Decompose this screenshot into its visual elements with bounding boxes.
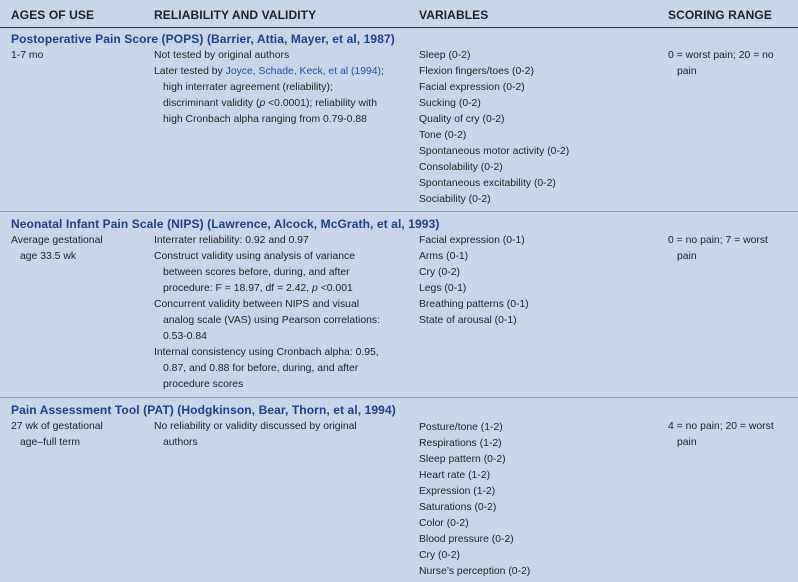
pops-var-2: Facial expression (0-2) [419,82,525,93]
pat-rel-1: No reliability or validity discussed by original [154,421,357,432]
pat-age-1: 27 wk of gestational [11,421,103,432]
pat-scoring-1: 4 = no pain; 20 = worst [668,421,774,432]
pat-var-8: Cry (0-2) [419,550,460,561]
pat-var-2: Sleep pattern (0-2) [419,454,506,465]
nips-rel-1: Interrater reliability: 0.92 and 0.97 [154,235,309,246]
header-reliability: RELIABILITY AND VALIDITY [154,8,317,22]
pat-rel-2: authors [163,437,198,448]
pat-var-7: Blood pressure (0-2) [419,534,514,545]
pops-var-8: Spontaneous excitability (0-2) [419,178,556,189]
nips-rel-6: analog scale (VAS) using Pearson correlations: [163,315,380,326]
pops-scoring-1: 0 = worst pain; 20 = no [668,50,774,61]
nips-var-0: Facial expression (0-1) [419,235,525,246]
nips-rel-9: 0.87, and 0.88 for before, during, and after [163,363,359,374]
pat-var-5: Saturations (0-2) [419,502,497,513]
nips-rel-7: 0.53-0.84 [163,331,207,342]
pops-rel-1: Not tested by original authors [154,50,290,61]
nips-rel-5: Concurrent validity between NIPS and visual [154,299,360,310]
nips-var-5: State of arousal (0-1) [419,315,517,326]
pat-name: Pain Assessment Tool (PAT) [11,403,174,417]
nips-scoring-1: 0 = no pain; 7 = worst [668,235,768,246]
pops-rel-reference-link[interactable]: Joyce, Schade, Keck, et al (1994) [225,66,381,77]
nips-age-2: age 33.5 wk [20,251,77,262]
nips-rel-10: procedure scores [163,379,244,390]
pat-title [11,403,396,417]
pat-var-4: Expression (1-2) [419,486,496,497]
header-variables: VARIABLES [419,8,489,22]
pops-var-7: Consolability (0-2) [419,162,503,173]
pops-var-6: Spontaneous motor activity (0-2) [419,146,570,157]
pops-citation: (Barrier, Attia, Mayer, et al, 1987) [206,32,395,46]
nips-var-3: Legs (0-1) [419,283,467,294]
nips-scoring-2: pain [677,251,697,262]
pops-var-1: Flexion fingers/toes (0-2) [419,66,534,77]
section-divider [0,211,798,212]
nips-var-4: Breathing patterns (0-1) [419,299,529,310]
pops-var-0: Sleep (0-2) [419,50,471,61]
pat-var-0: Posture/tone (1-2) [419,422,503,433]
pops-var-5: Tone (0-2) [419,130,467,141]
pat-citation: (Hodgkinson, Bear, Thorn, et al, 1994) [177,403,396,417]
pops-scoring-2: pain [677,66,697,77]
header-ages: AGES OF USE [11,8,95,22]
pops-rel-5: high Cronbach alpha ranging from 0.79-0.88 [163,114,367,125]
pat-age-2: age–full term [20,437,81,448]
pat-scoring-2: pain [677,437,697,448]
pops-var-9: Sociability (0-2) [419,194,491,205]
pops-rel-3: high interrater agreement (reliability); [163,82,333,93]
nips-rel-8: Internal consistency using Cronbach alpha: 0.95, [154,347,379,358]
pat-var-1: Respirations (1-2) [419,438,502,449]
pops-name: Postoperative Pain Score (POPS) [11,32,204,46]
pops-rel-4: discriminant validity (p <0.0001); reliability with [163,98,377,109]
nips-rel-2: Construct validity using analysis of variance [154,251,355,262]
nips-rel-3: between scores before, during, and after [163,267,350,278]
nips-var-1: Arms (0-1) [419,251,469,262]
pops-var-4: Quality of cry (0-2) [419,114,505,125]
nips-age-1: Average gestational [11,235,103,246]
nips-citation: (Lawrence, Alcock, McGrath, et al, 1993) [207,217,440,231]
pat-var-6: Color (0-2) [419,518,469,529]
header-scoring: SCORING RANGE [668,8,772,22]
pops-rel-2: Later tested by Joyce, Schade, Keck, et al (1994); [154,66,384,77]
pops-title [11,32,395,46]
table-header [0,0,798,28]
nips-var-2: Cry (0-2) [419,267,460,278]
nips-rel-4: procedure: F = 18.97, df = 2.42, p <0.001 [163,283,353,294]
nips-name: Neonatal Infant Pain Scale (NIPS) [11,217,204,231]
pat-var-3: Heart rate (1-2) [419,470,491,481]
pops-var-3: Sucking (0-2) [419,98,481,109]
section-divider [0,397,798,398]
nips-title [11,217,439,231]
pops-age: 1-7 mo [11,50,44,61]
pat-var-9: Nurse’s perception (0-2) [419,566,531,577]
